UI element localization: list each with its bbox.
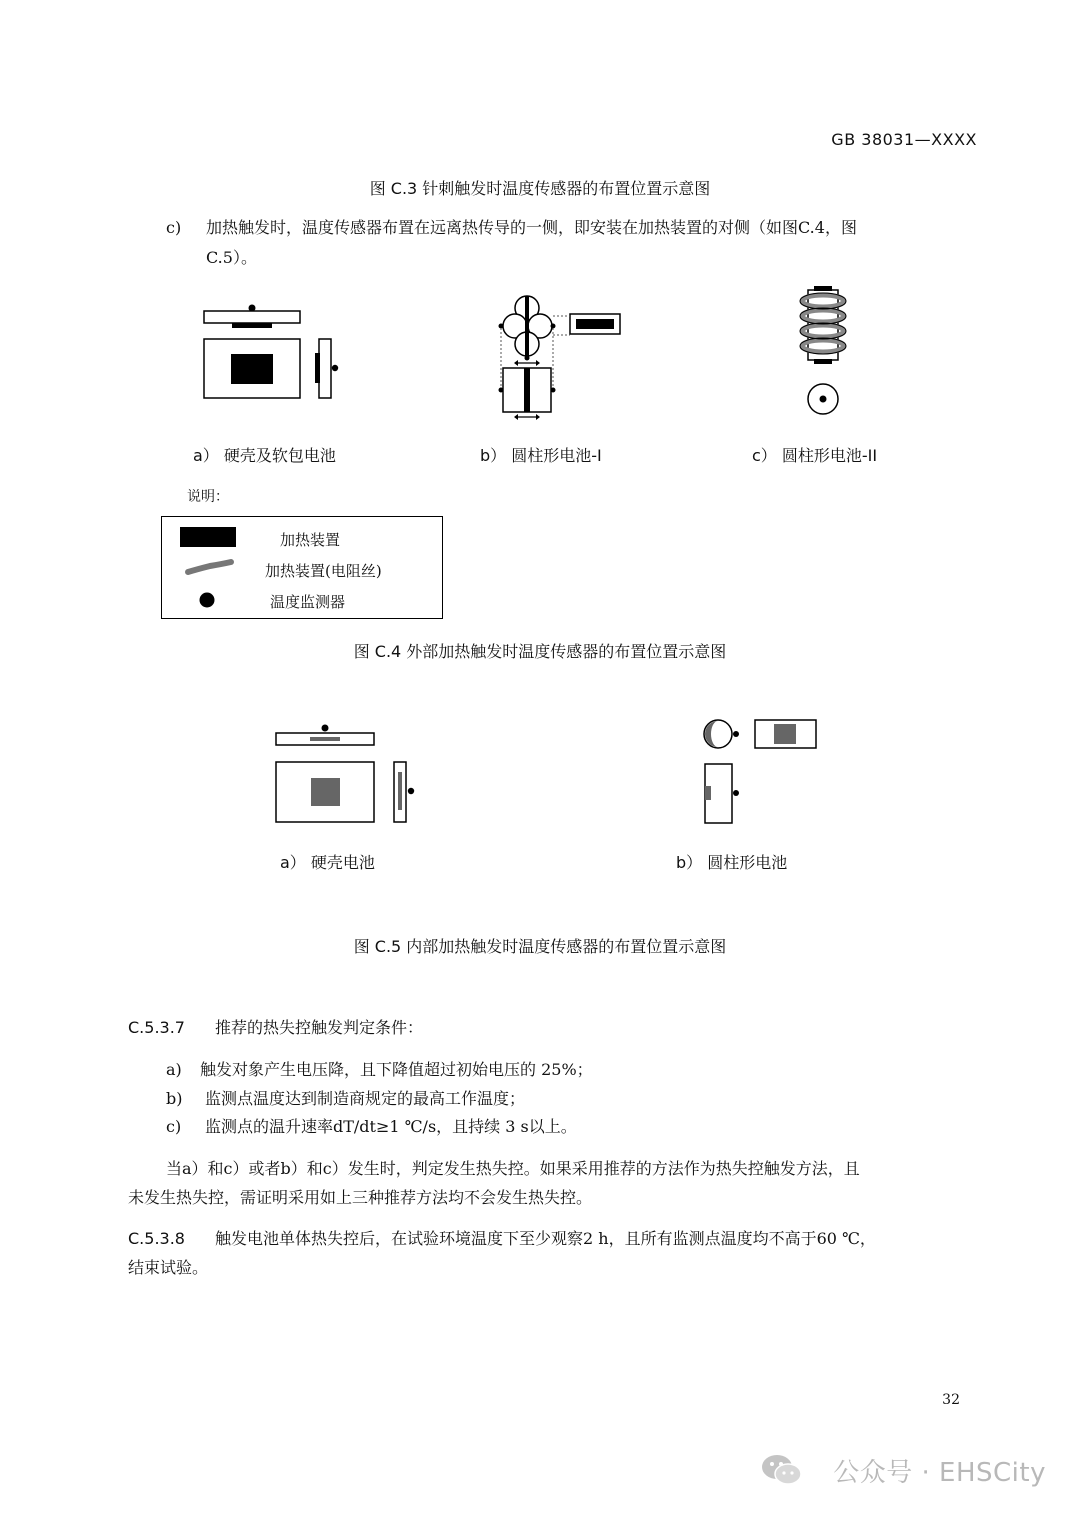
item-c-line1: 加热触发时，温度传感器布置在远离热传导的一侧，即安装在加热装置的对侧（如图C.4，图: [206, 218, 857, 237]
heater-wire-icon: [184, 557, 236, 577]
watermark: 公众号 · EHSCity: [833, 1458, 1046, 1488]
fig-c4-label-b: b） 圆柱形电池-I: [480, 446, 602, 465]
legend-title: 说明：: [187, 489, 229, 505]
c537-item-a-text: 触发对象产生电压降，且下降值超过初始电压的 25%；: [200, 1060, 593, 1079]
temperature-monitor-dot-icon: [199, 592, 215, 608]
fig-c5-label-b: b） 圆柱形电池: [676, 853, 788, 872]
c537-item-c-marker: c): [166, 1117, 182, 1136]
fig-c4-label-c: c） 圆柱形电池-II: [752, 446, 878, 465]
legend-monitor-label: 温度监测器: [270, 593, 346, 611]
c538-line1: 触发电池单体热失控后，在试验环境温度下至少观察2 h，且所有监测点温度均不高于60 ℃，: [215, 1229, 876, 1248]
c537-paragraph-line2: 未发生热失控，需证明采用如上三种推荐方法均不会发生热失控。: [128, 1188, 593, 1207]
c537-item-a-marker: a): [166, 1060, 182, 1079]
fig-c4-a-diagram: [195, 298, 355, 408]
fig-c4-label-a: a） 硬壳及软包电池: [193, 446, 336, 465]
fig-c4-c-diagram: [796, 284, 856, 419]
fig-c3-caption: 图 C.3 针刺触发时温度传感器的布置位置示意图: [369, 179, 711, 198]
item-c-marker: c): [166, 218, 182, 237]
fig-c5-caption: 图 C.5 内部加热触发时温度传感器的布置位置示意图: [353, 937, 727, 956]
fig-c5-b-diagram: [698, 714, 820, 828]
legend-box: [161, 516, 443, 619]
document-code: GB 38031—XXXX: [831, 130, 977, 149]
c537-item-b-marker: b): [166, 1089, 183, 1108]
c537-item-b-text: 监测点温度达到制造商规定的最高工作温度；: [205, 1089, 526, 1108]
legend-heater-wire-label: 加热装置(电阻丝): [265, 562, 382, 580]
page-number: 32: [942, 1392, 960, 1408]
fig-c4-b-diagram: [490, 288, 630, 423]
legend-heater-label: 加热装置: [280, 531, 341, 549]
fig-c4-caption: 图 C.4 外部加热触发时温度传感器的布置位置示意图: [353, 642, 727, 661]
fig-c5-a-diagram: [270, 720, 420, 828]
item-c-line2: C.5）。: [206, 248, 257, 267]
c537-number: C.5.3.7: [128, 1018, 185, 1037]
heater-block-icon: [180, 527, 238, 547]
c537-title: 推荐的热失控触发判定条件：: [215, 1018, 424, 1037]
c538-number: C.5.3.8: [128, 1229, 185, 1248]
c537-item-c-text: 监测点的温升速率dT/dt≥1 ℃/s，且持续 3 s以上。: [205, 1117, 577, 1136]
c537-paragraph-line1: 当a）和c）或者b）和c）发生时，判定发生热失控。如果采用推荐的方法作为热失控触发方法，且: [166, 1159, 860, 1178]
fig-c5-label-a: a） 硬壳电池: [280, 853, 375, 872]
c538-line2: 结束试验。: [128, 1258, 209, 1277]
